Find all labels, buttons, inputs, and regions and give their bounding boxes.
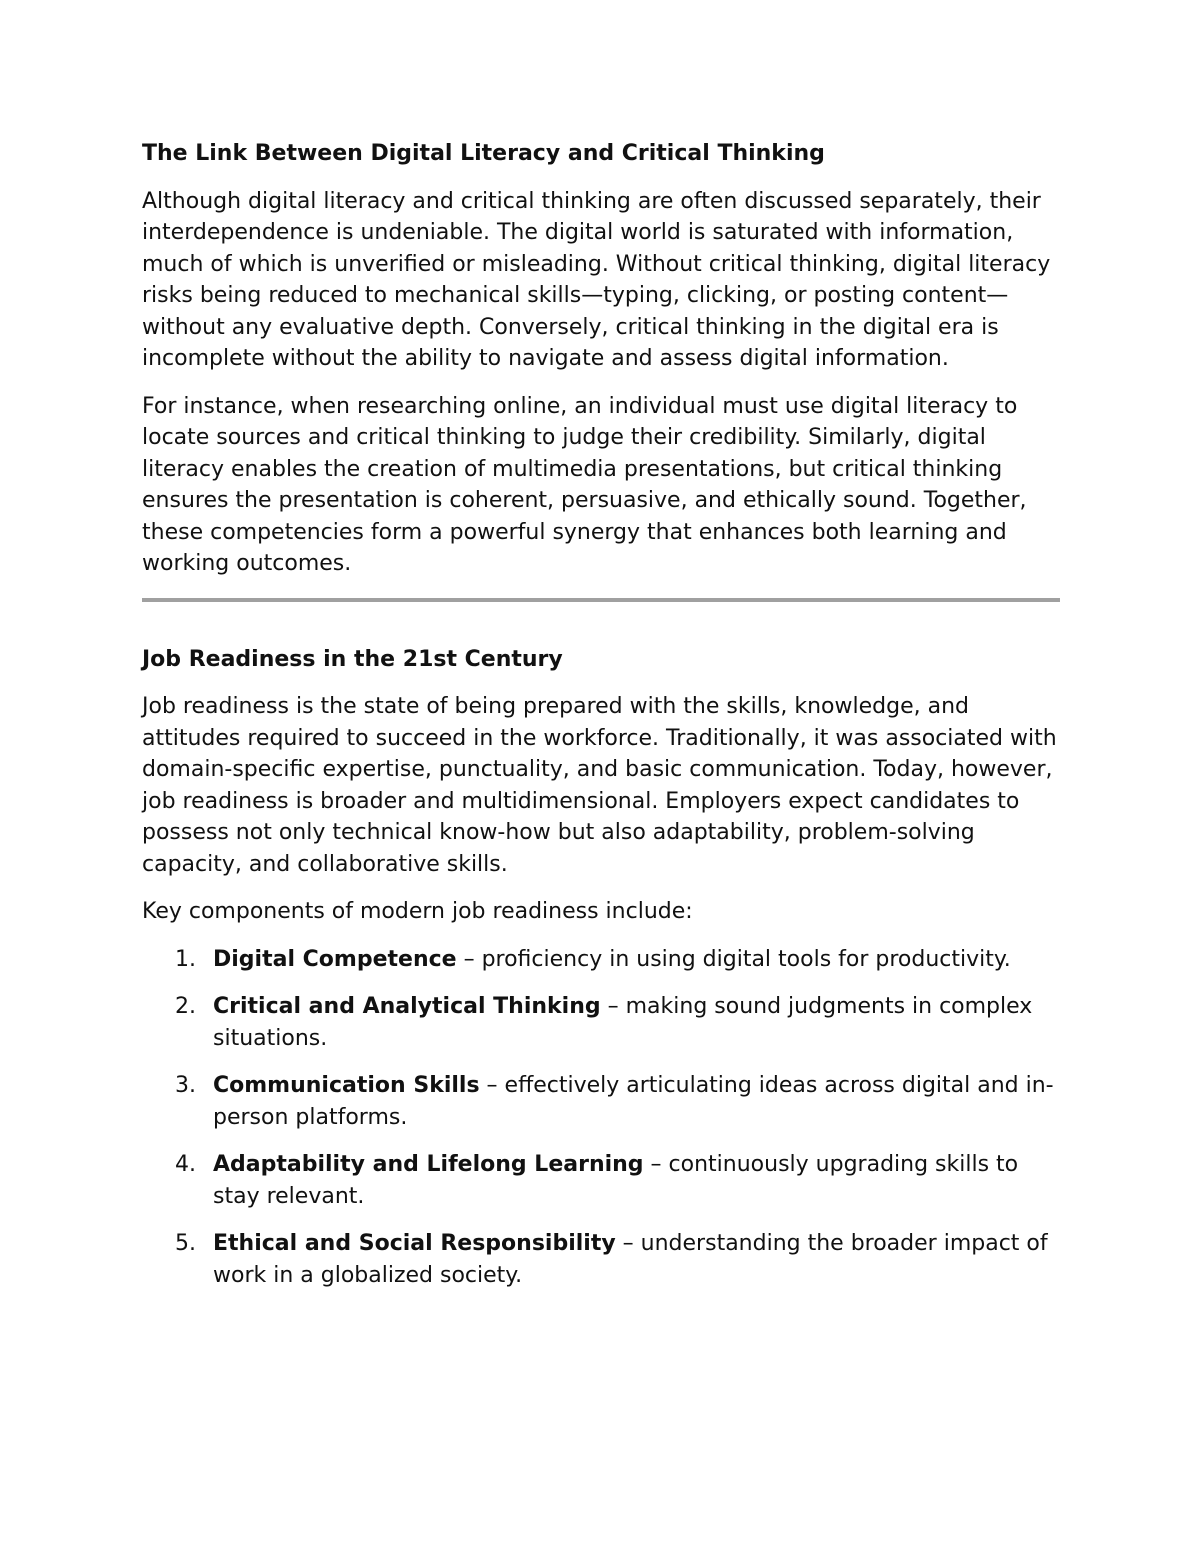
list-number: 2. [175, 994, 196, 1019]
list-item-description: – making sound judgments in complex situations. [213, 994, 1033, 1051]
list-item-description: – effectively articulating ideas across digital and in-person platforms. [213, 1073, 1054, 1130]
list-item [142, 1070, 1060, 1133]
list-item-description: – continuously upgrading skills to stay relevant. [213, 1152, 1019, 1209]
list-item-term: Critical and Analytical Thinking [213, 994, 601, 1019]
list-item-term: Ethical and Social Responsibility [213, 1231, 616, 1256]
list-number: 5. [175, 1231, 196, 1256]
numbered-list [142, 944, 1060, 1292]
list-number: 3. [175, 1073, 196, 1098]
paragraph: Although digital literacy and critical thinking are often discussed separately, their interdependence is undeniable. The digital world is saturated with information, much of which is unverified or misleading. Without critical thinking, digital literacy risks being reduced to mechanical skills—typing, clicking, or posting content—without any evaluative depth. Conversely, critical thinking in the digital era is incomplete without the ability to navigate and assess digital information. [142, 188, 1051, 371]
list-number: 4. [175, 1152, 196, 1177]
paragraph: For instance, when researching online, an individual must use digital literacy to locate sources and critical thinking to judge their credibility. Similarly, digital literacy enables the creation of multimedia presentations, but critical thinking ensures the presentation is coherent, persuasive, and ethically sound. Together, these competencies form a powerful synergy that enhances both learning and working outcomes. [142, 393, 1027, 576]
horizontal-divider [142, 598, 1060, 602]
list-item [142, 944, 1060, 976]
list-item-term: Adaptability and Lifelong Learning [213, 1152, 644, 1177]
paragraph: Key components of modern job readiness include: [142, 899, 693, 924]
list-item-description: – proficiency in using digital tools for productivity. [456, 946, 1011, 972]
list-item [142, 1149, 1060, 1212]
list-item [142, 991, 1060, 1054]
document-page [142, 138, 1060, 1307]
list-item-term: Communication Skills [213, 1073, 480, 1098]
section-heading-digital-literacy: The Link Between Digital Literacy and Critical Thinking [142, 141, 825, 166]
list-number: 1. [175, 946, 196, 972]
list-item [142, 1228, 1060, 1291]
list-item-description: – understanding the broader impact of work in a globalized society. [213, 1231, 1048, 1288]
paragraph: Job readiness is the state of being prepared with the skills, knowledge, and attitudes required to succeed in the workforce. Traditionally, it was associated with domain-specific expertise, punctuality, and basic communication. Today, however, job readiness is broader and multidimensional. Employers expect candidates to possess not only technical know-how but also adaptability, problem-solving capacity, and collaborative skills. [142, 694, 1057, 877]
section-heading-job-readiness: Job Readiness in the 21st Century [142, 646, 563, 672]
list-item-term: Digital Competence [213, 946, 457, 972]
